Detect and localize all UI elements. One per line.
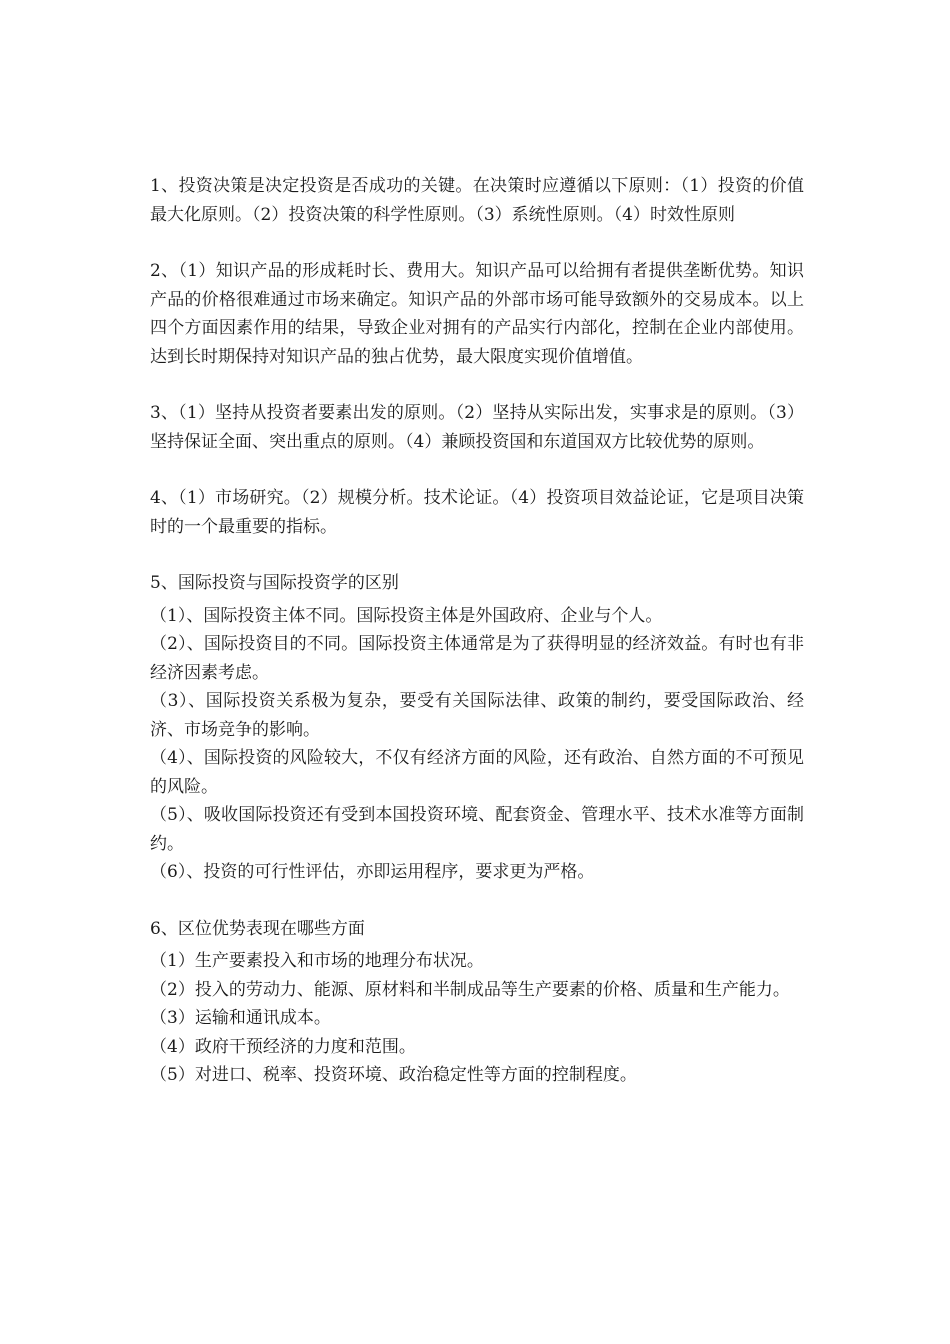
document-page — [150, 172, 804, 1090]
paragraph-3: 3、（1）坚持从投资者要素出发的原则。（2）坚持从实际出发，实事求是的原则。（3）坚持保证全面、突出重点的原则。（4）兼顾投资国和东道国双方比较优势的原则。 — [150, 403, 804, 452]
section-5-item-1: （1）、国际投资主体不同。国际投资主体是外国政府、企业与个人。 — [150, 605, 663, 626]
section-6-heading: 6、区位优势表现在哪些方面 — [150, 918, 365, 939]
section-5-item-3: （3）、国际投资关系极为复杂，要受有关国际法律、政策的制约，要受国际政治、经济、市场竞争的影响。 — [150, 691, 804, 740]
paragraph-1: 1、投资决策是决定投资是否成功的关键。在决策时应遵循以下原则：（1）投资的价值最大化原则。（2）投资决策的科学性原则。（3）系统性原则。（4）时效性原则 — [150, 176, 804, 225]
paragraph-4: 4、（1）市场研究。（2）规模分析。技术论证。（4）投资项目效益论证，它是项目决策时的一个最重要的指标。 — [150, 488, 804, 537]
section-5-item-2: （2）、国际投资目的不同。国际投资主体通常是为了获得明显的经济效益。有时也有非经济因素考虑。 — [150, 634, 804, 683]
section-6-item-5: （5）对进口、税率、投资环境、政治稳定性等方面的控制程度。 — [150, 1065, 637, 1085]
section-6-item-1: （1）生产要素投入和市场的地理分布状况。 — [150, 951, 484, 971]
section-6-item-3: （3）运输和通讯成本。 — [150, 1008, 331, 1028]
section-5-heading: 5、国际投资与国际投资学的区别 — [150, 573, 399, 593]
section-5-item-5: （5）、吸收国际投资还有受到本国投资环境、配套资金、管理水平、技术水准等方面制约。 — [150, 805, 804, 854]
section-5-item-4: （4）、国际投资的风险较大，不仅有经济方面的风险，还有政治、自然方面的不可预见的风险。 — [150, 748, 804, 797]
section-6-item-2: （2）投入的劳动力、能源、原材料和半制成品等生产要素的价格、质量和生产能力。 — [150, 979, 790, 1000]
section-6-item-4: （4）政府干预经济的力度和范围。 — [150, 1036, 416, 1057]
paragraph-2: 2、（1）知识产品的形成耗时长、费用大。知识产品可以给拥有者提供垄断优势。知识产品的价格很难通过市场来确定。知识产品的外部市场可能导致额外的交易成本。以上四个方面因素作用的结果，导致企业对拥有的产品实行内部化，控制在企业内部使用。达到长时期保持对知识产品的独占优势，最大限度实现价值增值。 — [150, 261, 804, 367]
section-5-item-6: （6）、投资的可行性评估，亦即运用程序，要求更为严格。 — [150, 862, 595, 882]
